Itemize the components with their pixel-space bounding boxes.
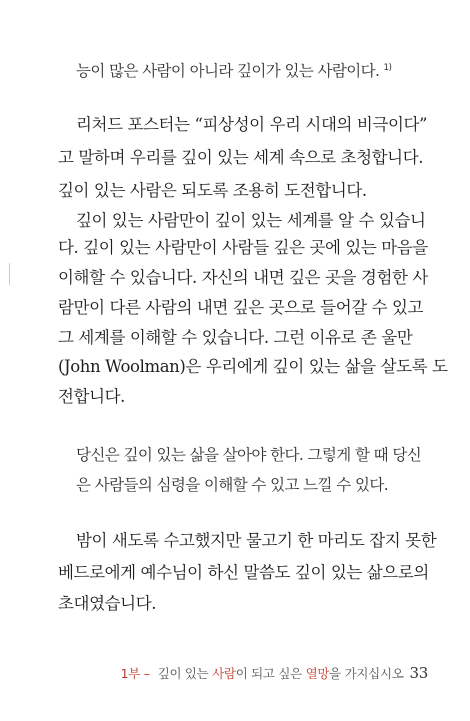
body2-line-1: 밤이 새도록 수고했지만 물고기 한 마리도 잡지 못한 xyxy=(76,531,437,550)
body-line-5: 다. 깊이 있는 사람만이 사람들 깊은 곳에 있는 마음을 xyxy=(58,238,428,257)
footer-title-accent-2: 열망 xyxy=(305,666,330,681)
page-number: 33 xyxy=(409,664,428,682)
running-footer xyxy=(121,664,428,682)
quote-line-1 xyxy=(76,64,391,80)
body-line-7: 람만이 다른 사람의 내면 깊은 곳으로 들어갈 수 있고 xyxy=(58,298,424,317)
body-line-10: 전합니다. xyxy=(58,387,126,406)
footer-title-mid: 이 되고 싶은 xyxy=(235,666,306,681)
quote2-line-2: 은 사람들의 심령을 이해할 수 있고 느낄 수 있다. xyxy=(76,476,389,494)
body2-line-2: 베드로에게 예수님이 하신 말씀도 깊이 있는 삶으로의 xyxy=(58,563,429,582)
footer-part-label: 1부 – xyxy=(120,666,150,681)
footer-title-accent-1: 사람 xyxy=(212,666,236,681)
body-line-3: 깊이 있는 사람은 되도록 조용히 도전합니다. xyxy=(58,181,367,200)
body-line-8: 그 세계를 이해할 수 있습니다. 그런 이유로 존 울만 xyxy=(58,328,413,347)
body-line-9: (John Woolman)은 우리에게 깊이 있는 삶을 살도록 도 xyxy=(58,357,448,376)
quote-text: 능이 많은 사람이 아니라 깊이가 있는 사람이다. xyxy=(76,62,380,81)
quote2-line-1: 당신은 깊이 있는 삶을 살아야 한다. 그렇게 할 때 당신 xyxy=(76,446,422,464)
body2-line-3: 초대였습니다. xyxy=(58,594,157,613)
body-line-4: 깊이 있는 사람만이 깊이 있는 세계를 알 수 있습니 xyxy=(76,211,426,230)
body-line-2: 고 말하며 우리를 깊이 있는 세계 속으로 초청합니다. xyxy=(58,148,424,167)
body-line-6: 이해할 수 있습니다. 자신의 내면 깊은 곳을 경험한 사 xyxy=(58,268,428,287)
footer-title-pre: 깊이 있는 xyxy=(157,666,213,681)
body-line-1: 리처드 포스터는 “피상성이 우리 시대의 비극이다” xyxy=(76,115,428,134)
footnote-marker: 1) xyxy=(383,63,392,73)
footer-title-post: 을 가지십시오 xyxy=(329,666,404,681)
margin-mark xyxy=(9,263,10,285)
